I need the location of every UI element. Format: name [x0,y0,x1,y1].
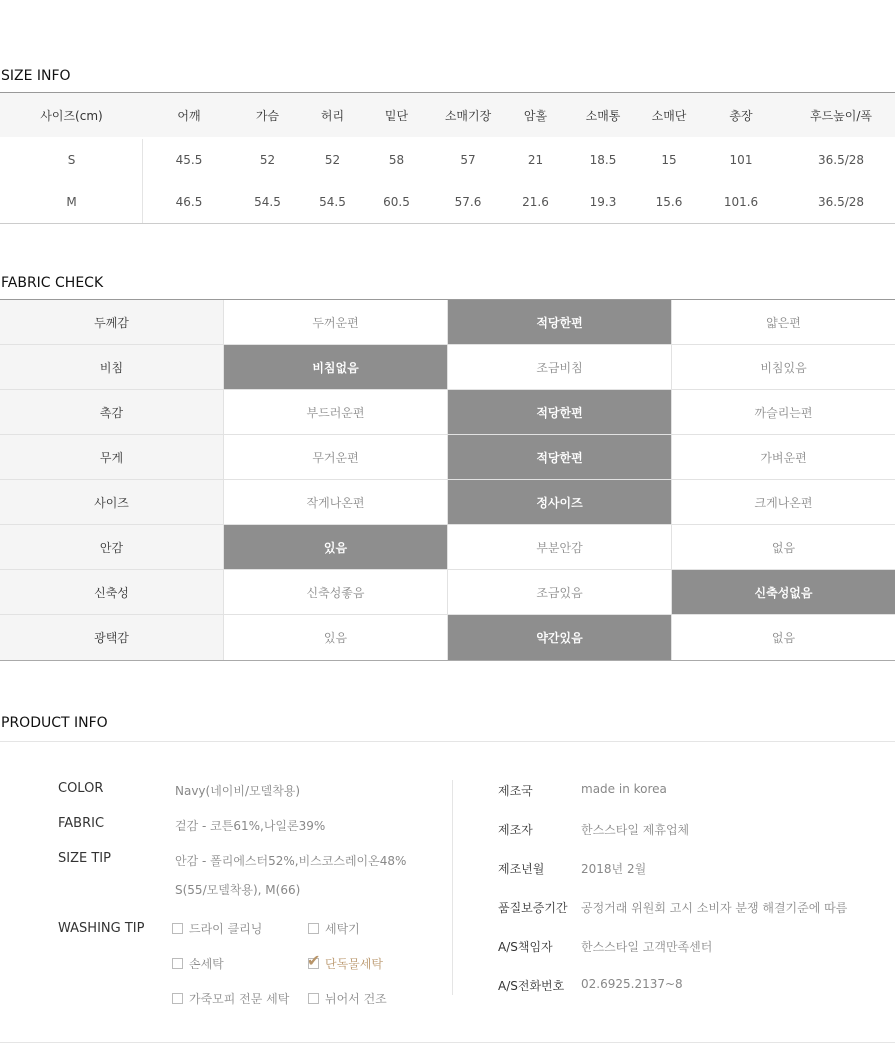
divider [0,741,895,742]
fabric-check-table [0,299,895,661]
fabric-row [0,390,895,435]
washing-option [172,990,289,1007]
fabric-option: 얇은편 [766,315,801,330]
fabric-option-selected: 적당한편 [448,435,672,479]
fabric-row [0,435,895,480]
detail-label: A/S책임자 [498,940,553,954]
size-row [0,181,895,223]
size-tip-line-1: 안감 - 폴리에스터52%,비스코스레이온48% [175,854,407,868]
fabric-row [0,615,895,660]
washing-option [308,990,387,1007]
washing-option [172,920,262,937]
fabric-row-label: 광택감 [0,615,224,660]
fabric-option: 신축성좋음 [224,570,448,614]
washing-option-label: 뉘어서 건조 [325,992,387,1006]
fabric-row [0,525,895,570]
size-value-cell: 36.5/28 [817,153,865,167]
size-value-cell: 54.5 [319,195,346,209]
detail-value: made in korea [581,782,667,796]
washing-tip-label: WASHING TIP [58,921,145,936]
product-info-title: PRODUCT INFO [1,715,108,731]
fabric-option: 없음 [771,631,796,645]
fabric-option: 까슬리는편 [754,405,813,420]
detail-value: 공정거래 위원회 고시 소비자 분쟁 해결기준에 따름 [581,901,848,915]
fabric-option-selected: 있음 [224,525,448,569]
size-value-cell: 57.6 [454,195,482,209]
size-header-cell: 암홀 [523,108,548,123]
size-header-cell: 허리 [320,108,345,123]
fabric-row-label: 두께감 [0,300,224,344]
fabric-row-label: 무게 [0,435,224,479]
fabric-option: 가벼운편 [760,450,807,465]
size-table-header [0,93,895,137]
washing-option [172,955,224,972]
size-value-cell: 21 [527,153,544,167]
washing-option-label: 드라이 클리닝 [189,922,263,936]
detail-value: 한스스타일 고객만족센터 [581,940,713,954]
washing-option [307,951,383,972]
size-value-cell: 21.6 [522,195,549,209]
size-value-cell: 36.5/28 [817,195,865,209]
fabric-option: 작게나온편 [224,480,448,524]
fabric-row-label: 안감 [0,525,224,569]
fabric-option: 조금비침 [448,345,672,389]
checkbox-icon [172,958,183,969]
detail-label: 제조국 [498,784,533,798]
size-value-cell: 101.6 [723,195,759,209]
detail-value: 2018년 2월 [581,862,647,876]
divider [452,780,453,995]
fabric-option: 있음 [224,615,448,660]
fabric-row-label: 신축성 [0,570,224,614]
fabric-label: FABRIC [58,816,105,831]
detail-label: 제조년월 [498,862,545,876]
size-info-title: SIZE INFO [1,68,71,84]
fabric-option: 없음 [771,540,796,555]
size-value-cell: 52 [259,153,276,167]
size-header-cell: 소매기장 [444,108,492,123]
fabric-row [0,480,895,525]
checkbox-icon [308,923,319,934]
size-header-cell: 총장 [729,108,753,123]
detail-value: 한스스타일 제휴업체 [581,823,690,837]
size-value-cell: 46.5 [175,195,203,209]
fabric-option: 무거운편 [224,435,448,479]
size-header-label: 사이즈(cm) [40,108,103,123]
detail-label: A/S전화번호 [498,979,565,993]
washing-option-label: 세탁기 [325,922,360,936]
size-header-cell: 밑단 [384,108,409,123]
fabric-option: 크게나온편 [754,495,813,510]
washing-option-label: 단독물세탁 [325,957,383,971]
washing-option-label: 가죽모피 전문 세탁 [189,992,290,1006]
fabric-option-selected: 비침없음 [224,345,448,389]
size-header-cell: 가슴 [255,108,280,123]
detail-value: 02.6925.2137~8 [581,977,683,991]
fabric-check-title: FABRIC CHECK [1,275,104,291]
size-tip-line-2: S(55/모델착용), M(66) [175,883,301,897]
checkbox-icon [172,993,183,1004]
fabric-row-label: 사이즈 [0,480,224,524]
size-value-cell: 60.5 [383,195,410,209]
size-value-cell: 57 [460,153,476,167]
washing-option [308,920,360,937]
fabric-option: 비침있음 [760,360,807,375]
divider [0,1042,895,1043]
fabric-value: 겉감 - 코튼61%,나일론39% [175,819,326,833]
size-table [0,92,895,224]
fabric-option-selected: 정사이즈 [448,480,672,524]
detail-label: 품질보증기간 [498,901,568,915]
size-header-cell: 후드높이/폭 [809,108,872,123]
color-value: Navy(네이비/모델착용) [175,784,301,798]
size-value-cell: 101 [729,153,753,167]
checkbox-icon [172,923,183,934]
fabric-option-selected: 약간있음 [448,615,672,660]
color-label: COLOR [58,781,104,796]
washing-option-label: 손세탁 [189,957,224,971]
fabric-row-label: 촉감 [0,390,224,434]
fabric-option-selected: 적당한편 [448,300,672,344]
size-row [0,139,895,181]
size-table-body [0,139,895,223]
size-value-cell: 52 [324,153,341,167]
fabric-row [0,570,895,615]
size-tip-label: SIZE TIP [58,851,111,866]
fabric-option-selected: 적당한편 [448,390,672,434]
checkmark-icon: ✔ [307,951,321,970]
size-value-cell: 19.3 [589,195,617,209]
size-header-cell: 소매단 [651,108,687,123]
fabric-option: 조금있음 [448,570,672,614]
size-value-cell: 54.5 [254,195,281,209]
size-value-cell: 18.5 [589,153,617,167]
checkbox-icon [307,951,321,970]
size-header-cell: 어깨 [177,108,201,123]
fabric-option-selected: 신축성없음 [672,570,895,614]
detail-label: 제조자 [498,823,533,837]
fabric-row [0,300,895,345]
fabric-option: 부분안감 [448,525,672,569]
size-value-cell: 45.5 [175,153,203,167]
fabric-row [0,345,895,390]
size-value-cell: 15 [661,153,677,167]
size-header-cell: 소매통 [585,108,621,123]
size-row-label: S [67,153,76,167]
size-row-label: M [66,195,77,209]
checkbox-icon [308,993,319,1004]
fabric-option: 부드러운편 [224,390,448,434]
size-value-cell: 15.6 [655,195,683,209]
fabric-row-label: 비침 [0,345,224,389]
fabric-option: 두꺼운편 [224,300,448,344]
size-value-cell: 58 [388,153,405,167]
